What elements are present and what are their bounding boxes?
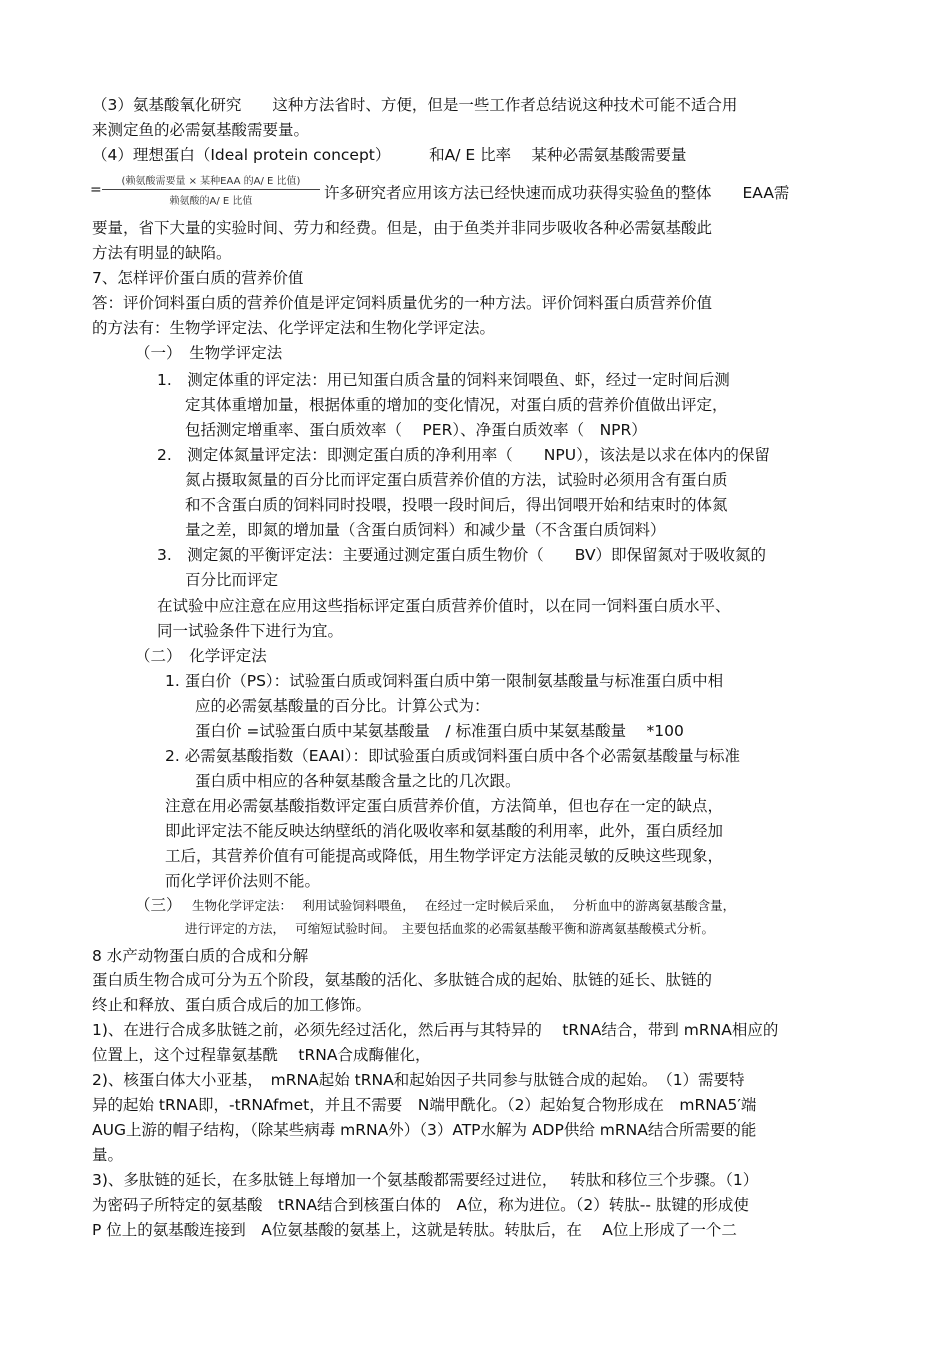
text-line: 包括测定增重率、蛋白质效率（ PER）、净蛋白质效率（ NPR） [185, 421, 647, 439]
text-line: 异的起始 tRNA即，-tRNAfmet，并且不需要 N端甲酰化。（2）起始复合物形成在 mRNA5′端 [92, 1096, 757, 1114]
text-line: 终止和释放、蛋白质合成后的加工修饰。 [92, 996, 372, 1014]
text-line: 2. 必需氨基酸指数（EAAI）：即试验蛋白质或饲料蛋白质中各个必需氨基酸量与标准 [165, 747, 740, 765]
text-line: 在试验中应注意在应用这些指标评定蛋白质营养价值时，以在同一饲料蛋白质水平、 [157, 597, 731, 615]
text-line: AUG上游的帽子结构，（除某些病毒 mRNA外）（3）ATP水解为 ADP供给 mRNA结合所需要的能 [92, 1121, 757, 1139]
fraction-bar [102, 189, 320, 190]
formula-equals: = [90, 182, 102, 198]
text-line: 百分比而评定 [185, 571, 279, 589]
formula-denominator: 赖氨酸的A/ E 比值 [169, 196, 253, 207]
text-line: 来测定鱼的必需氨基酸需要量。 [92, 121, 310, 139]
formula-numerator: (赖氨酸需要量 × 某种EAA 的A/ E 比值) [121, 176, 301, 187]
text-line: 1. 测定体重的评定法：用已知蛋白质含量的饲料来饲喂鱼、虾，经过一定时间后测 [157, 371, 730, 389]
text-line: 量。 [92, 1146, 124, 1164]
text-line: 工后，其营养价值有可能提高或降低，用生物学评定方法能灵敏的反映这些现象， [165, 847, 724, 865]
text-line: 位置上，这个过程靠氨基酰 tRNA合成酶催化， [92, 1046, 431, 1064]
text-line: （4）理想蛋白（Ideal protein concept） 和A/ E 比率 某种必需氨基酸需要量 [92, 146, 687, 164]
text-line: 量之差，即氮的增加量（含蛋白质饲料）和减少量（不含蛋白质饲料） [185, 521, 666, 539]
text-line: P 位上的氨基酸连接到 A位氨基酸的氨基上，这就是转肽。转肽后，在 A位上形成了一个二 [92, 1221, 737, 1239]
text-line: 1. 蛋白价（PS）：试验蛋白质或饲料蛋白质中第一限制氨基酸量与标准蛋白质中相 [165, 672, 724, 690]
text-line: 即此评定法不能反映达纳壁纸的消化吸收率和氨基酸的利用率，此外，蛋白质经加 [165, 822, 724, 840]
text-line: 而化学评价法则不能。 [165, 872, 321, 890]
section-heading: 8 水产动物蛋白质的合成和分解 [92, 947, 309, 965]
text-line: 和不含蛋白质的饲料同时投喂，投喂一段时间后，得出饲喂开始和结束时的体氮 [185, 496, 728, 514]
text-line: 生物化学评定法： 利用试验饲料喂鱼， 在经过一定时候后采血， 分析血中的游离氨基酸含量， [192, 898, 736, 913]
text-line: 答：评价饲料蛋白质的营养价值是评定饲料质量优劣的一种方法。评价饲料蛋白质营养价值 [92, 294, 713, 312]
text-line: 进行评定的方法， 可缩短试验时间。 主要包括血浆的必需氨基酸平衡和游离氨基酸模式分析。 [185, 921, 714, 936]
text-line: 2. 测定体氮量评定法：即测定蛋白质的净利用率（ NPU），该法是以求在体内的保留 [157, 446, 770, 464]
text-line: 要量，省下大量的实验时间、劳力和经费。但是，由于鱼类并非同步吸收各种必需氨基酸此 [92, 219, 713, 237]
subsection-heading: （三） [135, 896, 182, 914]
text-line: 为密码子所特定的氨基酸 tRNA结合到核蛋白体的 A位，称为进位。（2）转肽-- 肽键的形成使 [92, 1196, 749, 1214]
section-heading: 7、怎样评价蛋白质的营养价值 [92, 269, 304, 287]
text-line: 注意在用必需氨基酸指数评定蛋白质营养价值，方法简单，但也存在一定的缺点， [165, 797, 724, 815]
text-line: 许多研究者应用该方法已经快速而成功获得实验鱼的整体 EAA需 [324, 184, 790, 202]
text-line: 应的必需氨基酸量的百分比。计算公式为： [195, 697, 490, 715]
subsection-heading: （一） 生物学评定法 [135, 344, 283, 362]
text-line: 2)、核蛋白体大小亚基， mRNA起始 tRNA和起始因子共同参与肽链合成的起始。 （1）需要特 [92, 1071, 745, 1089]
text-line: 1)、在进行合成多肽链之前，必须先经过活化，然后再与其特异的 tRNA结合，带到 mRNA相应的 [92, 1021, 779, 1039]
formula-line: 蛋白价 =试验蛋白质中某氨基酸量 / 标准蛋白质中某氨基酸量 *100 [195, 722, 684, 740]
text-line: 蛋白质中相应的各种氨基酸含量之比的几次跟。 [195, 772, 521, 790]
text-line: 定其体重增加量，根据体重的增加的变化情况，对蛋白质的营养价值做出评定， [185, 396, 728, 414]
text-line: 3. 测定氮的平衡评定法：主要通过测定蛋白质生物价（ BV）即保留氮对于吸收氮的 [157, 546, 767, 564]
text-line: （3）氨基酸氧化研究 这种方法省时、方便，但是一些工作者总结说这种技术可能不适合用 [92, 96, 738, 114]
subsection-heading: （二） 化学评定法 [135, 647, 267, 665]
formula-image [90, 170, 322, 210]
text-line: 氮占摄取氮量的百分比而评定蛋白质营养价值的方法，试验时必须用含有蛋白质 [185, 471, 728, 489]
text-line: 蛋白质生物合成可分为五个阶段，氨基酸的活化、多肽链合成的起始、肽链的延长、肽链的 [92, 971, 713, 989]
text-line: 同一试验条件下进行为宜。 [157, 622, 344, 640]
text-line: 3)、多肽链的延长，在多肽链上每增加一个氨基酸都需要经过进位， 转肽和移位三个步骤。（1） [92, 1171, 759, 1189]
text-line: 方法有明显的缺陷。 [92, 244, 232, 262]
text-line: 的方法有：生物学评定法、化学评定法和生物化学评定法。 [92, 319, 496, 337]
